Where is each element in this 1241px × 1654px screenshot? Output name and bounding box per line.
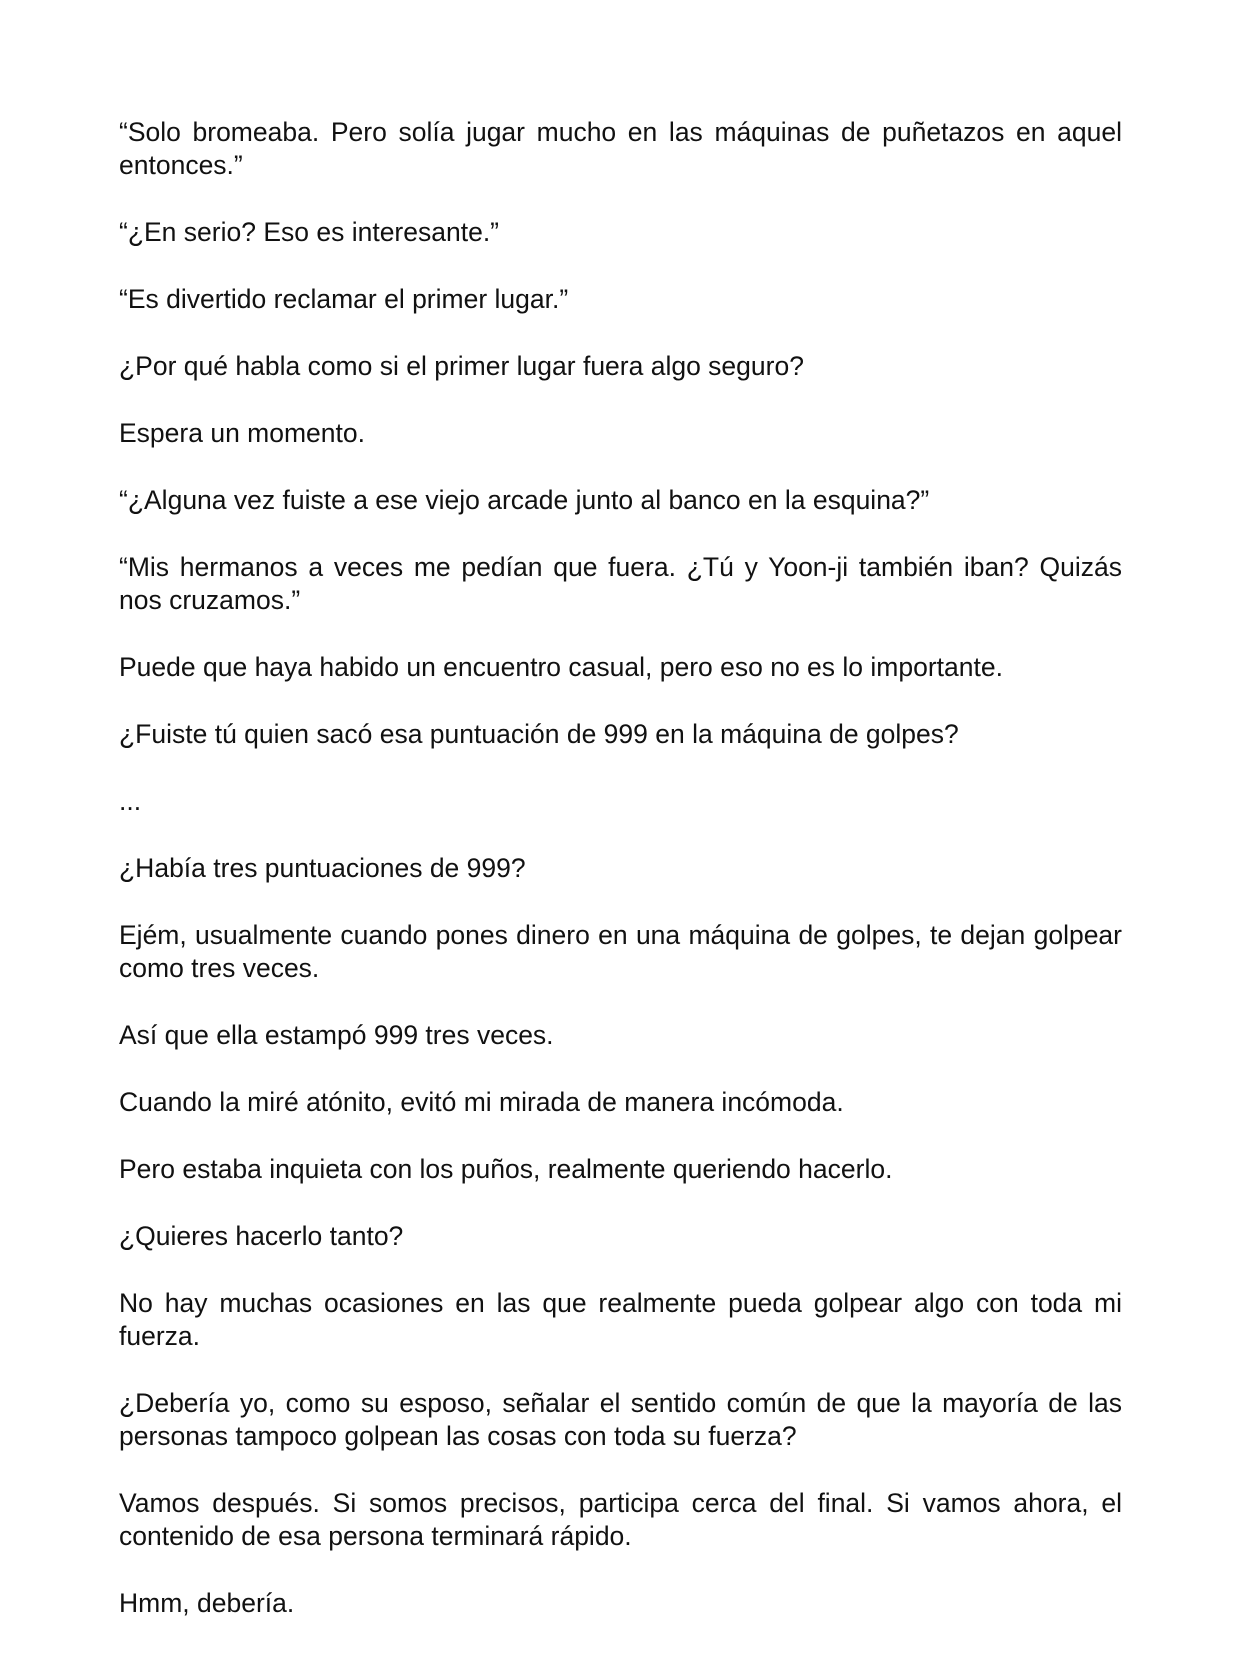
paragraph: “¿Alguna vez fuiste a ese viejo arcade junto al banco en la esquina?” [119,485,930,515]
paragraph: ... [119,786,142,816]
paragraph: ¿Debería yo, como su esposo, señalar el sentido común de que la mayoría de las personas tampoco golpean las cosas con toda su fuerza? [119,1388,1122,1451]
paragraph: ¿Quieres hacerlo tanto? [119,1221,404,1251]
paragraph: ¿Había tres puntuaciones de 999? [119,853,526,883]
paragraph: “Solo bromeaba. Pero solía jugar mucho en las máquinas de puñetazos en aquel entonces.” [119,117,1122,180]
paragraph: Hmm, debería. [119,1588,295,1618]
paragraph: Espera un momento. [119,418,365,448]
paragraph: “Mis hermanos a veces me pedían que fuera. ¿Tú y Yoon-ji también iban? Quizás nos cruzamos.” [119,552,1122,615]
paragraph: Pero estaba inquieta con los puños, realmente queriendo hacerlo. [119,1154,893,1184]
paragraph: “¿En serio? Eso es interesante.” [119,217,500,247]
paragraph: Así que ella estampó 999 tres veces. [119,1020,554,1050]
paragraph: No hay muchas ocasiones en las que realmente pueda golpear algo con toda mi fuerza. [119,1288,1122,1351]
paragraph: “Es divertido reclamar el primer lugar.” [119,284,569,314]
paragraph: Puede que haya habido un encuentro casual, pero eso no es lo importante. [119,652,1003,682]
paragraph: Vamos después. Si somos precisos, participa cerca del final. Si vamos ahora, el contenido de esa persona terminará rápido. [119,1488,1122,1551]
document-body [119,116,1122,1654]
paragraph: Cuando la miré atónito, evitó mi mirada de manera incómoda. [119,1087,844,1117]
paragraph: Ejém, usualmente cuando pones dinero en una máquina de golpes, te dejan golpear como tres veces. [119,920,1122,983]
paragraph: ¿Fuiste tú quien sacó esa puntuación de 999 en la máquina de golpes? [119,719,959,749]
paragraph: ¿Por qué habla como si el primer lugar fuera algo seguro? [119,351,804,381]
